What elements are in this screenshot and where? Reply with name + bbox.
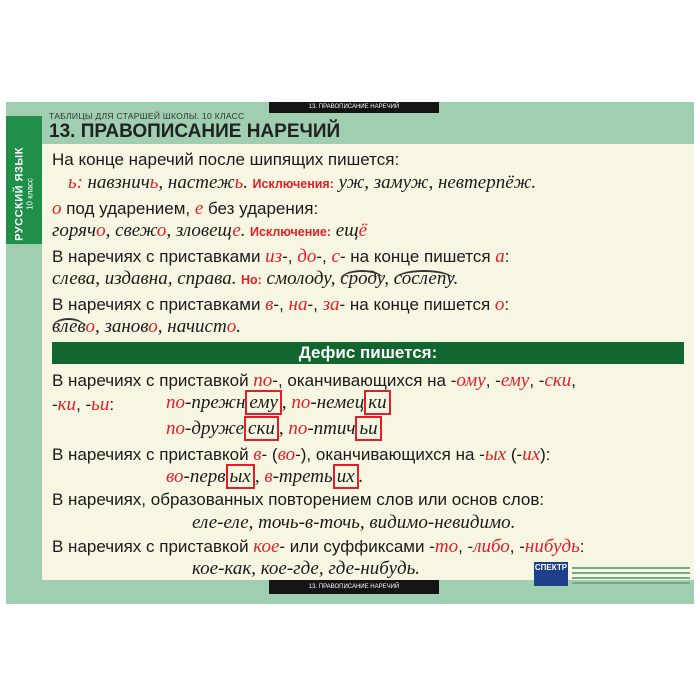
grade-label: 10 класс bbox=[25, 178, 35, 210]
hyphen-rule-2-examples: во-перв ых , в-треть их . bbox=[166, 466, 364, 487]
side-label bbox=[14, 147, 35, 241]
rule-1-text: На конце наречий после шипящих пишется: bbox=[52, 150, 400, 169]
hyphen-rule-1-examples-a: по-прежн ему , по-немец ки bbox=[166, 392, 391, 414]
publisher-logo: СПЕКТР bbox=[534, 562, 568, 586]
bottom-tab: 13. ПРАВОПИСАНИЕ НАРЕЧИЙ bbox=[269, 580, 439, 594]
hyphen-rule-3-text: В наречиях, образованных повторением слов или основ слов: bbox=[52, 490, 545, 509]
rule-2-examples: горячо, свежо, зловеще. Исключение: ещё bbox=[52, 220, 368, 241]
series-label: ТАБЛИЦЫ ДЛЯ СТАРШЕЙ ШКОЛЫ. 10 КЛАСС bbox=[49, 111, 245, 121]
subject-label: РУССКИЙ ЯЗЫК bbox=[13, 147, 26, 241]
rule-4-examples: влево, заново, начисто. bbox=[52, 316, 241, 337]
publisher-block bbox=[534, 562, 692, 598]
top-tab: 13. ПРАВОПИСАНИЕ НАРЕЧИЙ bbox=[269, 102, 439, 113]
hyphen-rule-3-examples: еле-еле, точь-в-точь, видимо-невидимо. bbox=[192, 512, 516, 533]
exceptions-text: уж, замуж, невтерпёж. bbox=[333, 172, 537, 193]
hyphen-rule-1-text: В наречиях с приставкой по-, оканчивающихся на -ому, -ему, -ски, bbox=[52, 370, 577, 391]
soft-sign-mark: ь: bbox=[68, 172, 83, 193]
but-label: Но: bbox=[240, 273, 262, 287]
exceptions-label: Исключения: bbox=[252, 177, 334, 191]
example-word: навзничь, настежь. bbox=[87, 172, 249, 193]
hyphen-rule-1-cont: -ки, -ьи: bbox=[52, 394, 115, 415]
rule-4-text: В наречиях с приставками в-, на-, за- на конце пишется о: bbox=[52, 294, 510, 315]
imprint-lines bbox=[572, 564, 690, 592]
rule-2-text: о под ударением, е без ударения: bbox=[52, 198, 319, 219]
page-title: 13. ПРАВОПИСАНИЕ НАРЕЧИЙ bbox=[49, 121, 341, 142]
rule-1-examples bbox=[68, 172, 536, 194]
side-tab bbox=[6, 116, 42, 244]
hyphen-banner: Дефис пишется: bbox=[52, 342, 684, 364]
hyphen-rule-4-text: В наречиях с приставкой кое- или суффиксами -то, -либо, -нибудь: bbox=[52, 536, 585, 557]
hyphen-rule-2-text: В наречиях с приставкой в- (во-), оканчивающихся на -ых (-их): bbox=[52, 444, 551, 465]
poster bbox=[6, 102, 694, 604]
hyphen-rule-4-examples: кое-как, кое-где, где-нибудь. bbox=[192, 558, 420, 579]
rule-3-text: В наречиях с приставками из-, до-, с- на конце пишется а: bbox=[52, 246, 510, 267]
content-panel bbox=[42, 144, 694, 580]
hyphen-rule-1-examples-b: по-друже ски , по-птич ьи bbox=[166, 418, 382, 440]
rule-3-examples: слева, издавна, справа. Но: смолоду, сроду, сослепу. bbox=[52, 268, 459, 289]
exception-label: Исключение: bbox=[250, 225, 332, 239]
